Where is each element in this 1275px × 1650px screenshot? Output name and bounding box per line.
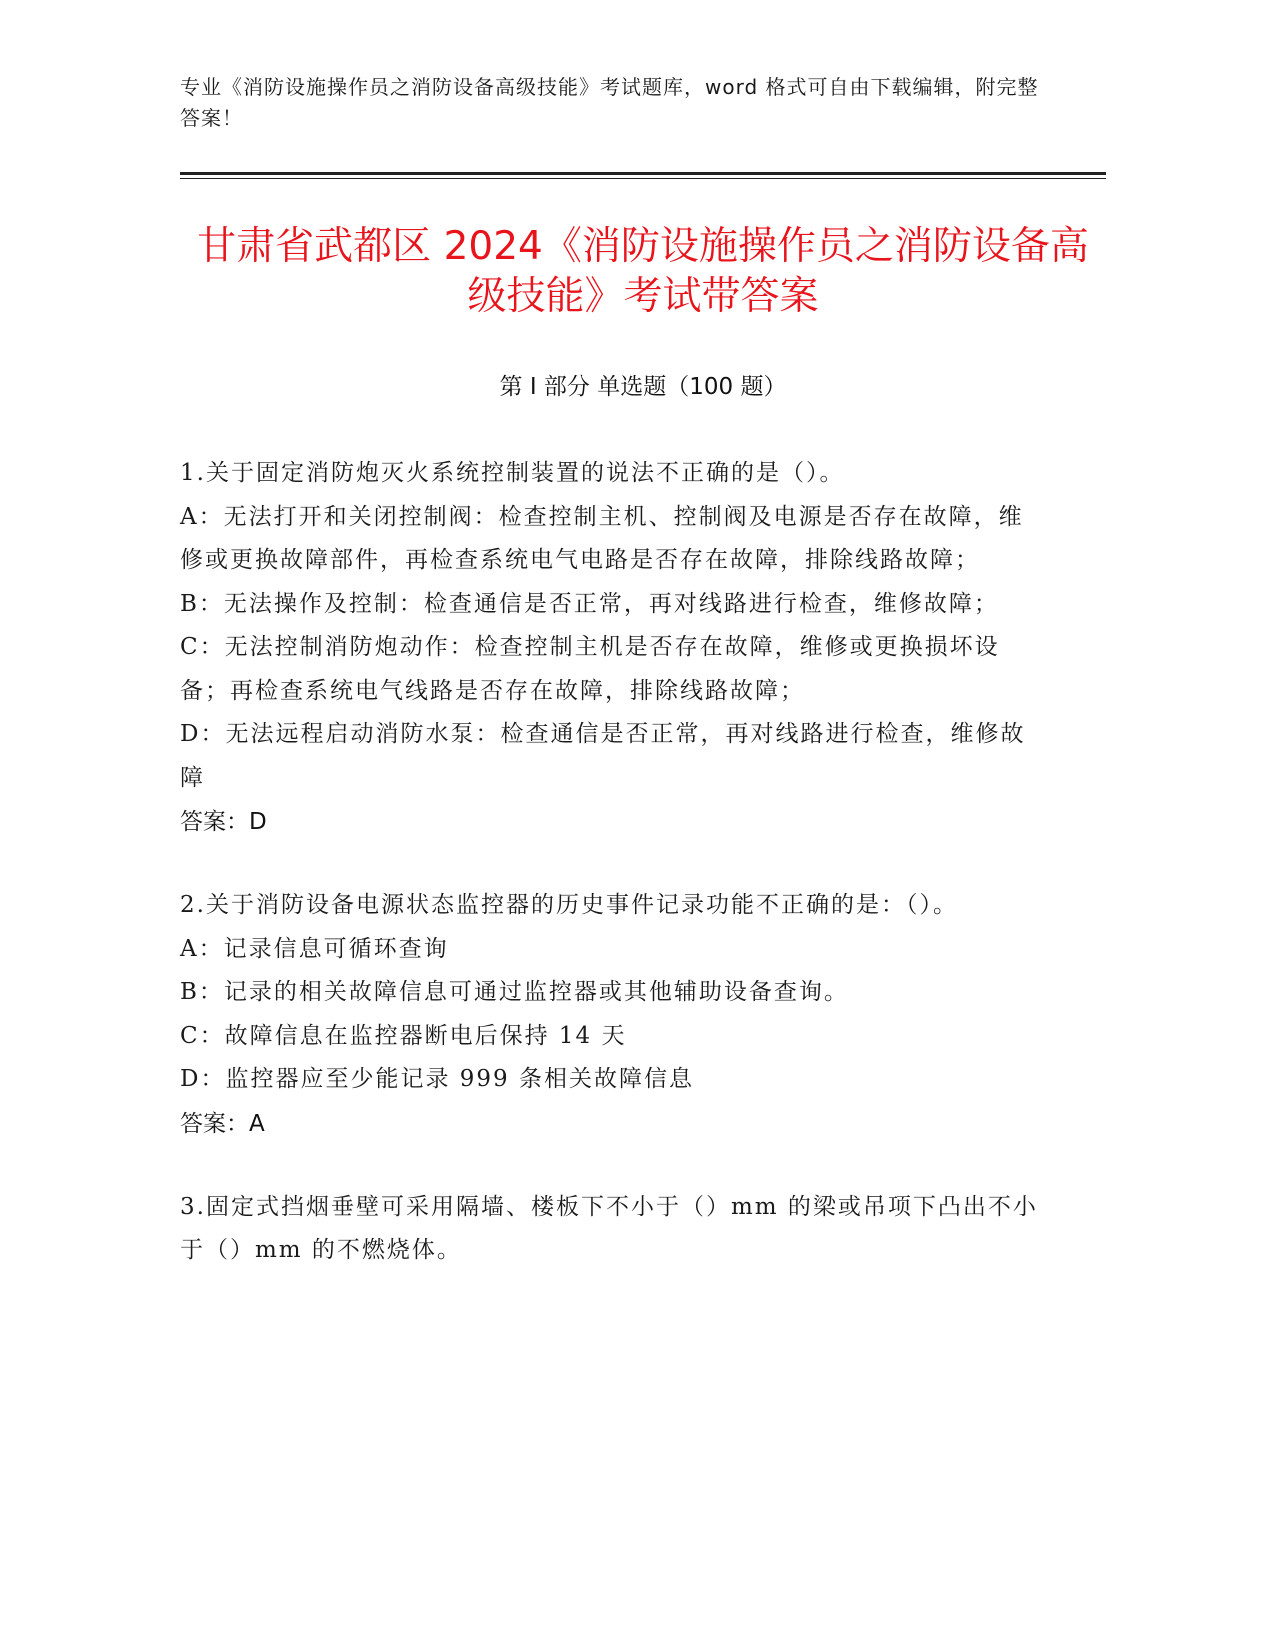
option-b: B：记录的相关故障信息可通过监控器或其他辅助设备查询。 <box>180 979 849 1005</box>
option-a: A：无法打开和关闭控制阀：检查控制主机、控制阀及电源是否存在故障，维修或更换故障部件，再检查系统电气电路是否存在故障，排除线路故障； <box>180 503 1024 573</box>
answer: 答案：D <box>180 809 267 835</box>
question-stem: 2.关于消防设备电源状态监控器的历史事件记录功能不正确的是：（）。 <box>180 892 958 918</box>
header-rule-thin <box>180 178 1106 179</box>
option-c: C：无法控制消防炮动作：检查控制主机是否存在故障，维修或更换损坏设备；再检查系统电气线路是否存在故障，排除线路故障； <box>180 634 1000 704</box>
header-note: 专业《消防设施操作员之消防设备高级技能》考试题库，word 格式可自由下载编辑，附完整答案！ <box>180 75 1039 130</box>
option-d: D：监控器应至少能记录 999 条相关故障信息 <box>180 1066 694 1092</box>
option-a: A：记录信息可循环查询 <box>180 935 449 962</box>
question-stem: 3.固定式挡烟垂壁可采用隔墙、楼板下不小于（）mm 的梁或吊项下凸出不小于（）mm 的不燃烧体。 <box>180 1193 1038 1263</box>
header-rule-thick <box>180 172 1106 175</box>
option-c: C：故障信息在监控器断电后保持 14 天 <box>180 1022 627 1049</box>
section-heading: 第 I 部分 单选题（100 题） <box>499 374 787 400</box>
question-stem: 1.关于固定消防炮灭火系统控制装置的说法不正确的是（）。 <box>180 460 845 486</box>
question-1 <box>180 452 1040 844</box>
question-2 <box>180 884 1040 1146</box>
document-title: 甘肃省武都区 2024《消防设施操作员之消防设备高级技能》考试带答案 <box>197 224 1089 319</box>
question-3 <box>180 1186 1040 1273</box>
option-d: D：无法远程启动消防水泵：检查通信是否正常，再对线路进行检查，维修故障 <box>180 721 1026 791</box>
question-list <box>180 452 1040 1313</box>
answer: 答案：A <box>180 1110 265 1137</box>
option-b: B：无法操作及控制：检查通信是否正常，再对线路进行检查，维修故障； <box>180 590 999 617</box>
